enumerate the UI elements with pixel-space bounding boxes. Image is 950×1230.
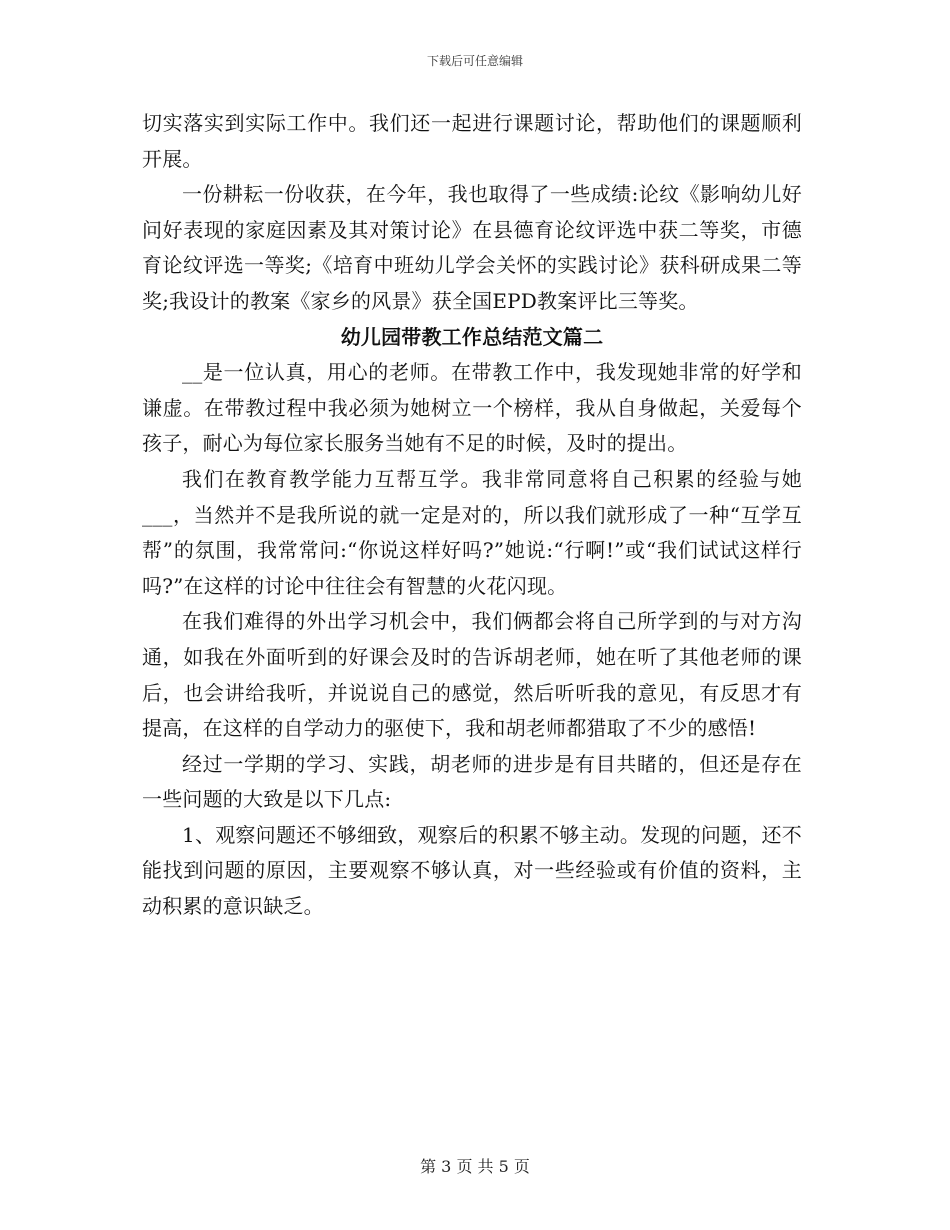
paragraph-summary: 经过一学期的学习、实践，胡老师的进步是有目共睹的，但还是存在一些问题的大致是以下几点: [142, 751, 802, 812]
document-body [142, 106, 802, 925]
paragraph-external-study: 在我们难得的外出学习机会中，我们俩都会将自己所学到的与对方沟通，如我在外面听到的好课会及时的告诉胡老师，她在听了其他老师的课后，也会讲给我听，并说说自己的感觉，然后听听我的意见，有反思才有提高，在这样的自学动力的驱使下，我和胡老师都猎取了不少的感悟! [142, 609, 802, 741]
section-heading: 幼儿园带教工作总结范文篇二 [340, 324, 604, 349]
paragraph-continuation: 切实落实到实际工作中。我们还一起进行课题讨论，帮助他们的课题顺利开展。 [142, 111, 802, 171]
paragraph-intro: __是一位认真，用心的老师。在带教工作中，我发现她非常的好学和谦虚。在带教过程中我必须为她树立一个榜样，我从自身做起，关爱每个孩子，耐心为每位家长服务当她有不足的时候，及时的提出。 [142, 360, 802, 456]
page-footer: 第 3 页 共 5 页 [420, 1157, 530, 1176]
paragraph-issue-1: 1、观察问题还不够细致，观察后的积累不够主动。发现的问题，还不能找到问题的原因，主要观察不够认真，对一些经验或有价值的资料，主动积累的意识缺乏。 [142, 822, 802, 919]
paragraph-mutual-learning: 我们在教育教学能力互帮互学。我非常同意将自己积累的经验与她___，当然并不是我所说的就一定是对的，所以我们就形成了一种“互学互帮”的氛围，我常常问:“你说这样好吗?”她说:“行啊!”或“我们试试这样行吗?”在这样的讨论中往往会有智慧的火花闪现。 [142, 466, 802, 598]
page-header: 下载后可任意编辑 [426, 54, 523, 68]
paragraph-achievements: 一份耕耘一份收获，在今年，我也取得了一些成绩:论纹《影响幼儿好问好表现的家庭因素及其对策讨论》在县德育论纹评选中获二等奖，市德育论纹评选一等奖;《培育中班幼儿学会关怀的实践讨论》获科研成果二等奖;我设计的教案《家乡的风景》获全国EPD教案评比三等奖。 [142, 182, 802, 313]
